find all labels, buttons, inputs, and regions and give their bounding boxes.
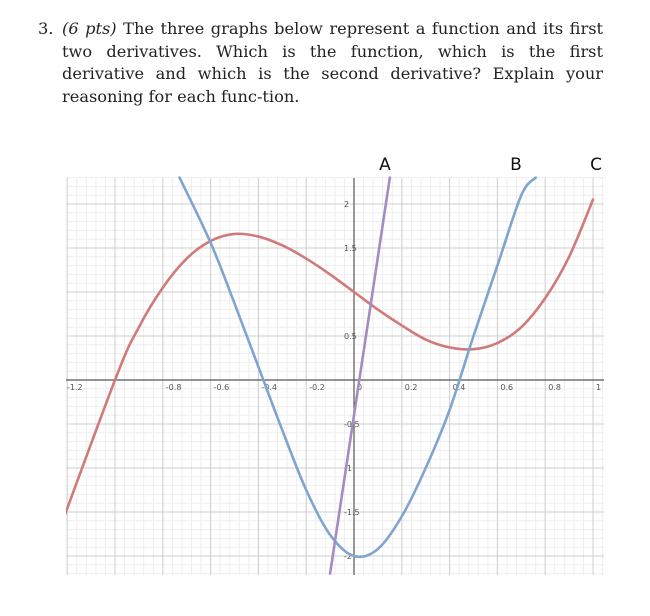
y-tick-label: -0.5 bbox=[344, 420, 360, 429]
x-tick-label: 0.8 bbox=[548, 383, 561, 392]
y-tick-label: -2 bbox=[344, 552, 352, 561]
y-tick-label: -1 bbox=[344, 464, 352, 473]
curve-label-b: B bbox=[510, 155, 522, 175]
x-tick-label: -0.4 bbox=[261, 383, 278, 392]
question-points: (6 pts) bbox=[62, 19, 117, 38]
curve-label-c: C bbox=[590, 155, 602, 175]
y-tick-label: 0.5 bbox=[344, 332, 357, 341]
chart-grid bbox=[66, 178, 604, 575]
x-tick-label: 0.6 bbox=[500, 383, 514, 392]
x-tick-label: 1 bbox=[596, 383, 602, 392]
x-tick-label: -1.2 bbox=[67, 383, 83, 392]
chart-curve-labels bbox=[379, 155, 602, 175]
x-tick-label: 0.2 bbox=[404, 383, 418, 392]
question-text: The three graphs below represent a function and its first two derivatives. Which is the function, which is the first derivative and which is the second derivative? Explain your reasoning for each func-tion. bbox=[62, 19, 604, 106]
x-tick-label: -0.6 bbox=[213, 383, 230, 392]
y-tick-label: 2 bbox=[344, 200, 350, 209]
curve-label-a: A bbox=[379, 155, 391, 175]
x-tick-label: -0.8 bbox=[165, 383, 182, 392]
y-tick-label: -1.5 bbox=[344, 508, 360, 517]
question-number: 3. bbox=[38, 19, 54, 38]
x-tick-label: -0.2 bbox=[309, 383, 325, 392]
x-tick-label: 0 bbox=[357, 383, 363, 392]
curve-a bbox=[330, 178, 390, 574]
x-tick-label: 0.4 bbox=[452, 383, 466, 392]
chart-curves bbox=[43, 178, 593, 574]
y-tick-label: 1.5 bbox=[344, 244, 357, 253]
